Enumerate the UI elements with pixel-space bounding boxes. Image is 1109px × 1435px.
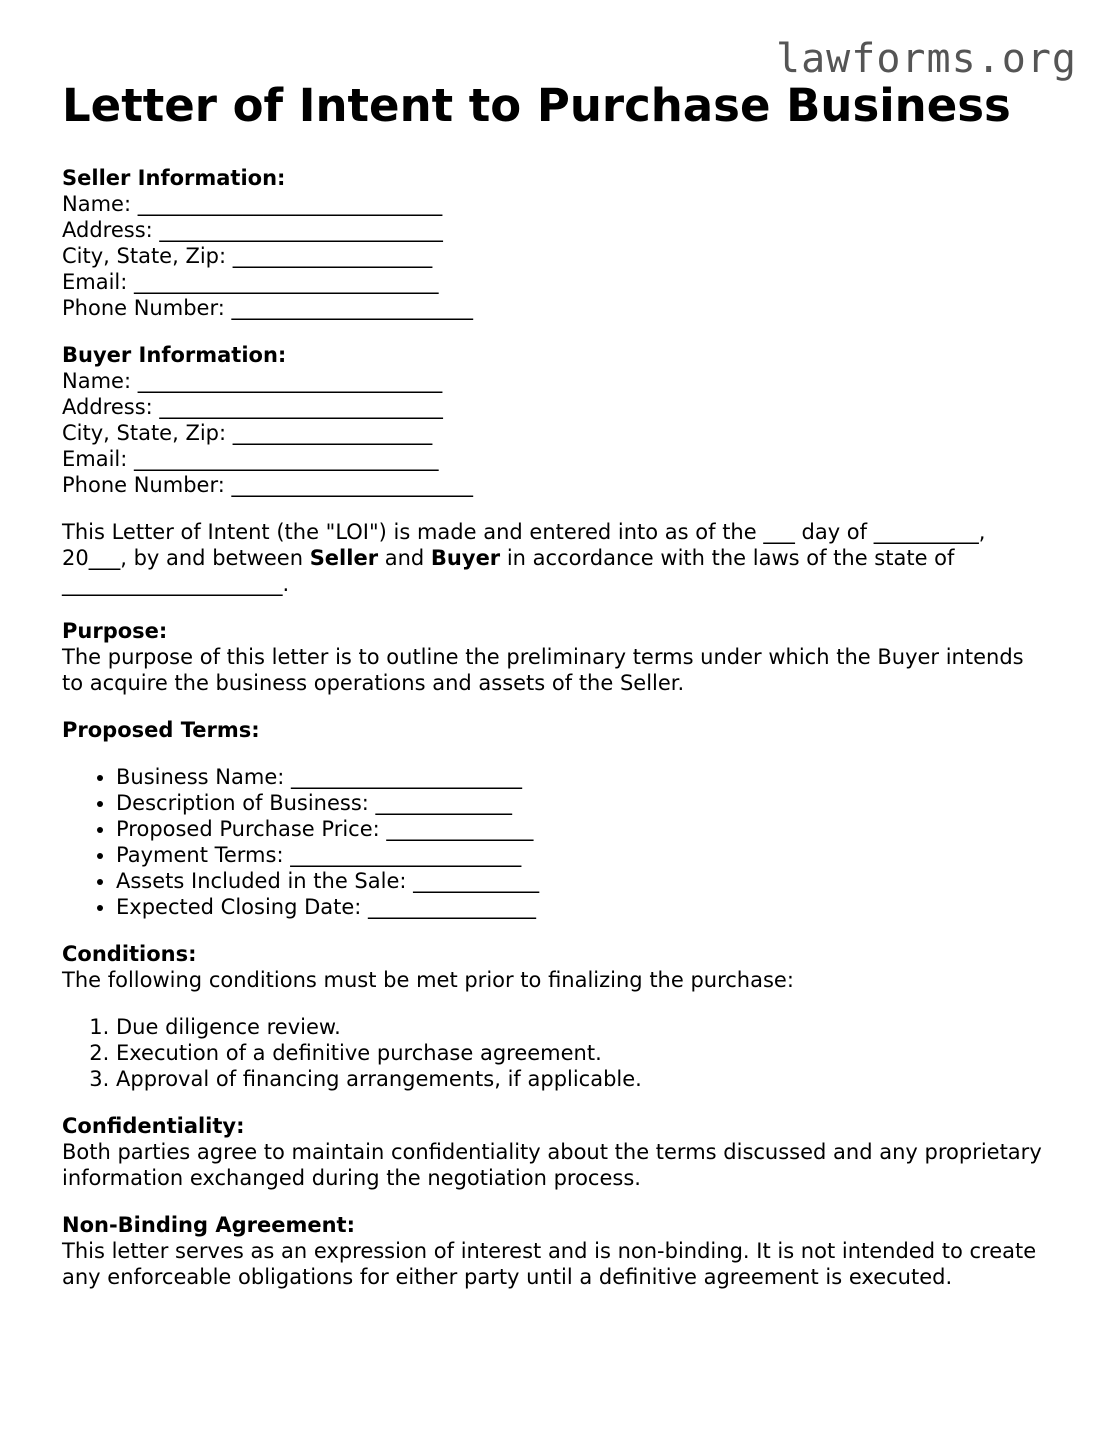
seller-name-field[interactable]: Name: _____________________________ bbox=[62, 192, 443, 216]
seller-section bbox=[62, 165, 1042, 321]
list-item: 1. Due diligence review. bbox=[116, 1014, 1042, 1040]
conditions-text: The following conditions must be met prior to finalizing the purchase: bbox=[62, 968, 794, 992]
intro-text-2: in accordance with the laws of the state of _____________________. bbox=[62, 546, 955, 596]
seller-heading: Seller Information: bbox=[62, 166, 286, 190]
list-item[interactable]: • Proposed Purchase Price: ______________ bbox=[116, 816, 1042, 842]
proposed-terms-heading: Proposed Terms: bbox=[62, 718, 260, 742]
buyer-name-field[interactable]: Name: _____________________________ bbox=[62, 369, 443, 393]
buyer-section bbox=[62, 342, 1042, 498]
list-item[interactable]: • Payment Terms: ______________________ bbox=[116, 842, 1042, 868]
seller-phone-field[interactable]: Phone Number: _______________________ bbox=[62, 296, 473, 320]
seller-email-field[interactable]: Email: _____________________________ bbox=[62, 270, 439, 294]
conditions-heading: Conditions: bbox=[62, 942, 197, 966]
page-title: Letter of Intent to Purchase Business bbox=[62, 79, 1011, 132]
watermark: lawforms.org bbox=[776, 36, 1077, 82]
seller-city-state-zip-field[interactable]: City, State, Zip: ___________________ bbox=[62, 244, 433, 268]
proposed-terms-list bbox=[62, 764, 1042, 920]
non-binding-text: This letter serves as an expression of interest and is non-binding. It is not intended to create any enforceable obligations for either party until a definitive agreement is executed. bbox=[62, 1239, 1037, 1289]
document-page bbox=[62, 80, 1042, 1311]
buyer-email-field[interactable]: Email: _____________________________ bbox=[62, 447, 439, 471]
intro-buyer-word: Buyer bbox=[430, 546, 501, 570]
buyer-heading: Buyer Information: bbox=[62, 343, 287, 367]
list-item: 2. Execution of a definitive purchase agreement. bbox=[116, 1040, 1042, 1066]
confidentiality-heading: Confidentiality: bbox=[62, 1114, 245, 1138]
list-item[interactable]: • Expected Closing Date: ________________ bbox=[116, 894, 1042, 920]
list-item[interactable]: • Description of Business: _____________ bbox=[116, 790, 1042, 816]
buyer-address-field[interactable]: Address: ___________________________ bbox=[62, 395, 443, 419]
non-binding-section bbox=[62, 1212, 1042, 1290]
intro-paragraph bbox=[62, 519, 1042, 597]
seller-address-field[interactable]: Address: ___________________________ bbox=[62, 218, 443, 242]
purpose-heading: Purpose: bbox=[62, 619, 168, 643]
list-item[interactable]: • Business Name: ______________________ bbox=[116, 764, 1042, 790]
conditions-list bbox=[62, 1014, 1042, 1092]
conditions-section bbox=[62, 941, 1042, 993]
list-item[interactable]: • Assets Included in the Sale: ____________ bbox=[116, 868, 1042, 894]
purpose-section bbox=[62, 618, 1042, 696]
intro-seller-word: Seller bbox=[309, 546, 379, 570]
intro-and-word: and bbox=[378, 546, 431, 570]
confidentiality-text: Both parties agree to maintain confidentiality about the terms discussed and any proprietary information exchanged during the negotiation process. bbox=[62, 1140, 1042, 1190]
intro-text-1: This Letter of Intent (the "LOI") is made and entered into as of the ___ day of __________, 20___, by and between bbox=[62, 520, 986, 570]
buyer-phone-field[interactable]: Phone Number: _______________________ bbox=[62, 473, 473, 497]
list-item: 3. Approval of financing arrangements, if applicable. bbox=[116, 1066, 1042, 1092]
confidentiality-section bbox=[62, 1113, 1042, 1191]
proposed-terms-section bbox=[62, 717, 1042, 743]
non-binding-heading: Non-Binding Agreement: bbox=[62, 1213, 355, 1237]
buyer-city-state-zip-field[interactable]: City, State, Zip: ___________________ bbox=[62, 421, 433, 445]
purpose-text: The purpose of this letter is to outline the preliminary terms under which the Buyer intends to acquire the business operations and assets of the Seller. bbox=[62, 645, 1024, 695]
